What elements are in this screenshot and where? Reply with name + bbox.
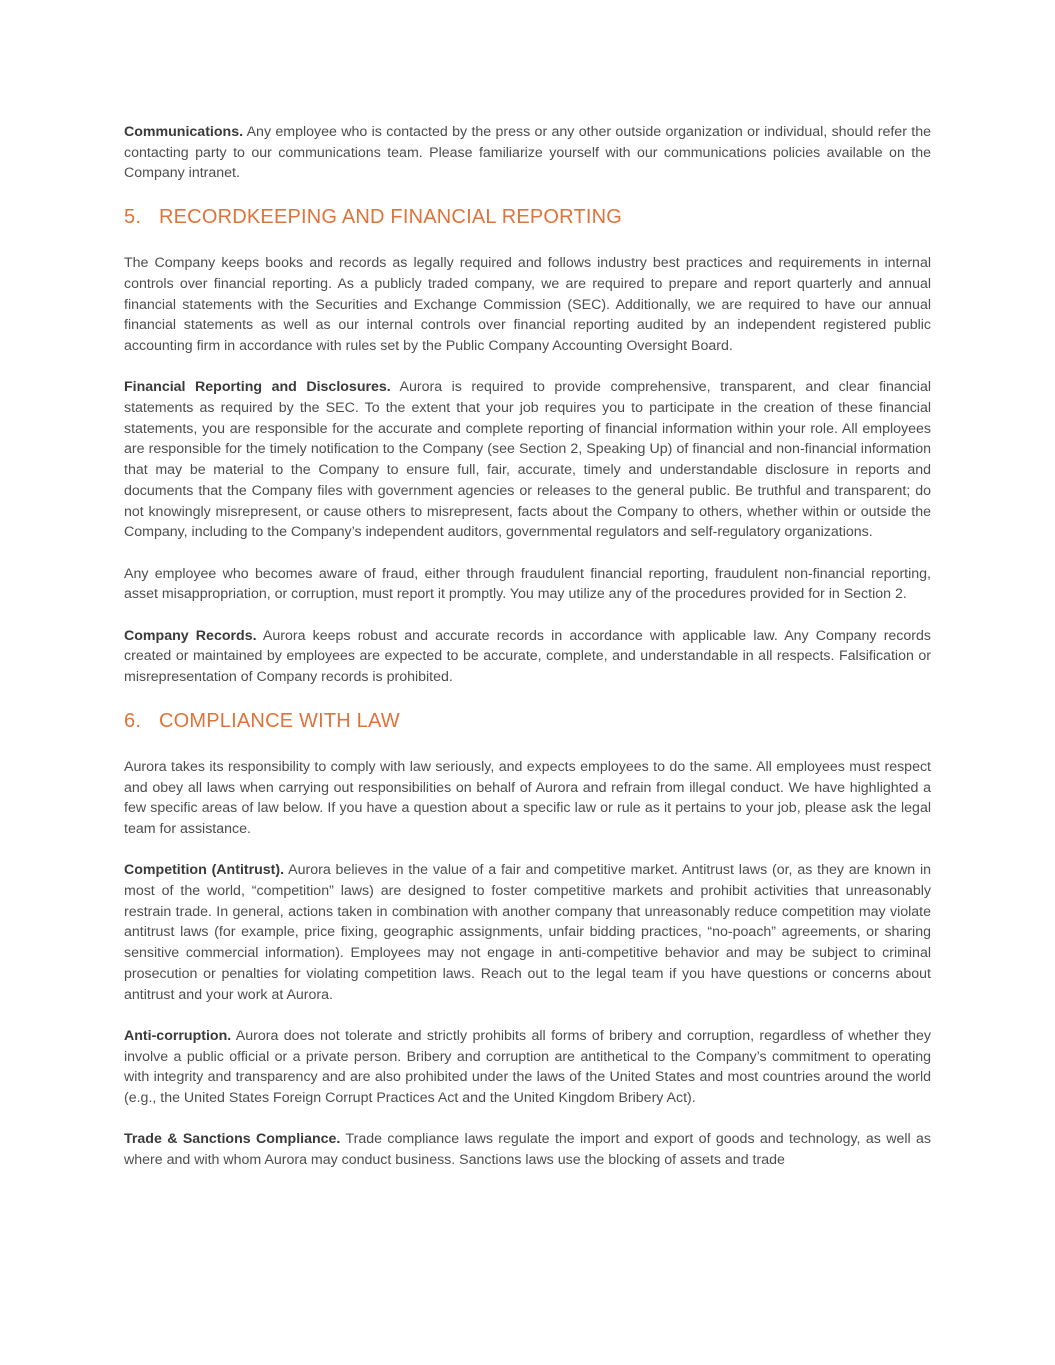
section-title: RECORDKEEPING AND FINANCIAL REPORTING <box>159 206 623 229</box>
recordkeeping-intro-paragraph: The Company keeps books and records as legally required and follows industry best practices and requirements in internal controls over financial reporting. As a publicly traded company, we are required to prepare and report quarterly and annual financial statements with the Securities and Exchange Commission (SEC). Additionally, we are required to have our annual financial statements as well as our internal controls over financial reporting audited by an independent registered public accounting firm in accordance with rules set by the Public Company Accounting Oversight Board. <box>124 255 931 354</box>
section-title: COMPLIANCE WITH LAW <box>159 709 400 732</box>
paragraph-lead: Communications. <box>124 124 244 140</box>
paragraph-lead: Financial Reporting and Disclosures. <box>124 379 391 396</box>
section-5-heading <box>124 206 931 229</box>
trade-sanctions-paragraph <box>124 1129 931 1170</box>
anti-corruption-paragraph <box>124 1026 931 1109</box>
company-records-paragraph <box>124 626 931 688</box>
paragraph-text: Trade compliance laws regulate the import and export of goods and technology, as well as where and with whom Aurora may conduct business. Sanctions laws use the blocking of assets and trade <box>124 1131 931 1169</box>
section-number: 6. <box>124 709 142 732</box>
paragraph-lead: Competition (Antitrust). <box>124 862 285 879</box>
paragraph-text: Aurora is required to provide comprehensive, transparent, and clear financial statements as required by the SEC. To the extent that your job requires you to participate in the creation of these financial statements, you are responsible for the accurate and complete reporting of financial information within your role. All employees are responsible for the timely notification to the Company (see Section 2, Speaking Up) of financial and non-financial information that may be material to the Company to ensure full, fair, accurate, timely and understandable disclosure in reports and documents that the Company files with government agencies or releases to the general public. Be truthful and transparent; do not knowingly misrepresent, or cause others to misrepresent, facts about the Company to others, whether within or outside the Company, including to the Company’s independent auditors, governmental regulators and self-regulatory organizations. <box>124 379 931 541</box>
section-number: 5. <box>124 206 142 229</box>
paragraph-lead: Trade & Sanctions Compliance. <box>124 1131 341 1148</box>
paragraph-lead: Company Records. <box>124 627 257 644</box>
paragraph-text: Aurora believes in the value of a fair and competitive market. Antitrust laws (or, as they are known in most of the world, “competition” laws) are designed to foster competitive markets and prohibit activities that unreasonably restrain trade. In general, actions taken in combination with another company that unreasonably reduce competition may violate antitrust laws (for example, price fixing, geographic assignments, unfair bidding practices, “no-poach” agreements, or sharing sensitive commercial information). Employees may not engage in anti-competitive behavior and may be subject to criminal prosecution or penalties for violating competition laws. Reach out to the legal team if you have questions or concerns about antitrust and your work at Aurora. <box>124 862 931 1003</box>
document-page <box>124 122 931 1171</box>
paragraph-lead: Anti-corruption. <box>124 1027 232 1044</box>
communications-paragraph <box>124 122 931 184</box>
competition-paragraph <box>124 860 931 1005</box>
section-6-heading <box>124 710 931 733</box>
financial-reporting-paragraph <box>124 377 931 543</box>
paragraph-text: Any employee who is contacted by the press or any other outside organization or individual, should refer the contacting party to our communications team. Please familiarize yourself with our communications policies available on the Company intranet. <box>124 124 931 182</box>
compliance-intro-paragraph: Aurora takes its responsibility to comply with law seriously, and expects employees to do the same. All employees must respect and obey all laws when carrying out responsibilities on behalf of Aurora and refrain from illegal conduct. We have highlighted a few specific areas of law below. If you have a question about a specific law or rule as it pertains to your job, please ask the legal team for assistance. <box>124 758 931 837</box>
paragraph-text: Aurora keeps robust and accurate records in accordance with applicable law. Any Company records created or maintained by employees are expected to be accurate, complete, and understandable in all respects. Falsification or misrepresentation of Company records is prohibited. <box>124 627 932 686</box>
paragraph-text: Aurora does not tolerate and strictly prohibits all forms of bribery and corruption, regardless of whether they involve a public official or a private person. Bribery and corruption are antithetical to the Company’s commitment to operating with integrity and transparency and are also prohibited under the laws of the United States and most countries around the world (e.g., the United States Foreign Corrupt Practices Act and the United Kingdom Bribery Act). <box>124 1027 931 1107</box>
fraud-reporting-paragraph: Any employee who becomes aware of fraud, either through fraudulent financial reporting, fraudulent non-financial reporting, asset misappropriation, or corruption, must report it promptly. You may utilize any of the procedures provided for in Section 2. <box>124 565 931 603</box>
